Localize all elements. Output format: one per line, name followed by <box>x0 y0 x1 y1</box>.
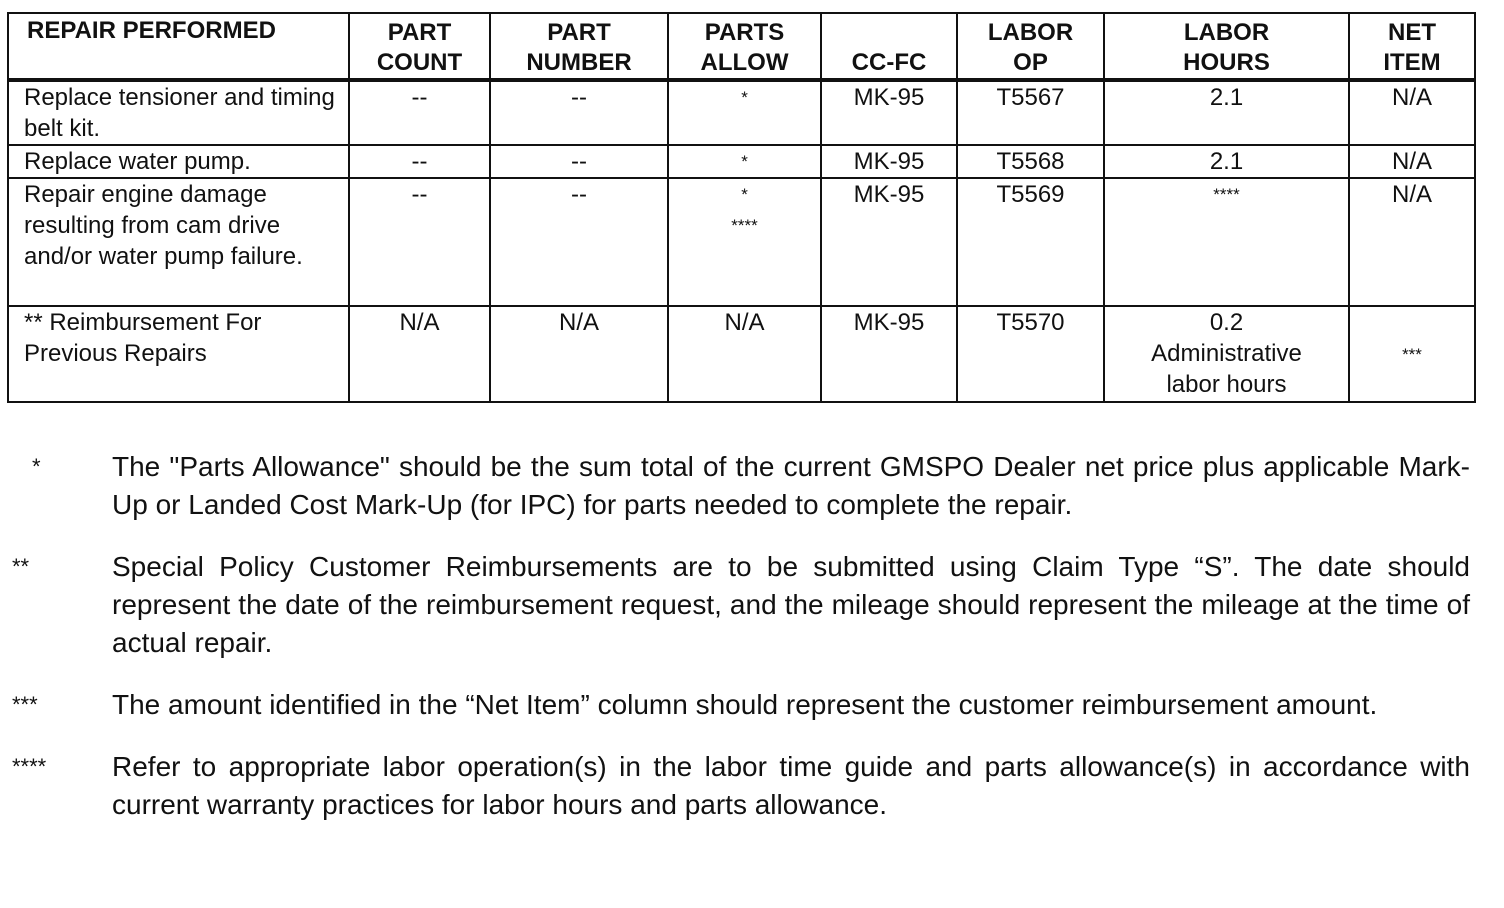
table-row <box>8 80 1475 145</box>
footnote-text: Refer to appropriate labor operation(s) in the labor time guide and parts allowance(s) in accordance with current warranty practices for labor hours and parts allowance. <box>112 751 1470 820</box>
header-labor-hours <box>1104 13 1349 80</box>
cell-part-number: -- <box>490 145 668 178</box>
footnote <box>0 448 1470 524</box>
header-parts-allow-line: PARTS <box>704 19 785 46</box>
header-parts-allow <box>668 13 821 80</box>
cell-cc-fc: MK-95 <box>821 306 957 402</box>
header-labor-hours-line: HOURS <box>1183 49 1270 76</box>
cell-labor-op: T5567 <box>957 80 1104 145</box>
table-row <box>8 306 1475 402</box>
cell-repair-performed: ** Reimbursement For Previous Repairs <box>8 306 349 402</box>
cell-net-item: N/A <box>1349 145 1475 178</box>
footnote-text: Special Policy Customer Reimbursements are to be submitted using Claim Type “S”. The date should represent the date of the reimbursement request, and the mileage should represent the mileage at the time of actual repair. <box>112 551 1470 658</box>
cell-labor-op: T5569 <box>957 178 1104 306</box>
cell-net-item: N/A <box>1349 80 1475 145</box>
cell-part-count: -- <box>349 145 490 178</box>
cell-labor-op: T5568 <box>957 145 1104 178</box>
parts-allow-line: **** <box>731 216 758 235</box>
table-row <box>8 178 1475 306</box>
labor-hours-line: 0.2 <box>1209 309 1244 336</box>
cell-cc-fc: MK-95 <box>821 145 957 178</box>
labor-hours-line: Administrative <box>1151 340 1302 367</box>
cell-labor-op: T5570 <box>957 306 1104 402</box>
cell-parts-allow: * <box>668 80 821 145</box>
cell-net-item: *** <box>1349 306 1475 402</box>
cell-parts-allow: * <box>668 145 821 178</box>
table-row <box>8 145 1475 178</box>
footnote-mark: **** <box>12 754 47 779</box>
footnote <box>0 686 1470 724</box>
footnotes <box>0 448 1470 848</box>
cell-parts-allow <box>668 178 821 306</box>
footnote-text: The "Parts Allowance" should be the sum total of the current GMSPO Dealer net price plus applicable Mark-Up or Landed Cost Mark-Up (for IPC) for parts needed to complete the repair. <box>112 451 1470 520</box>
cell-parts-allow: N/A <box>668 306 821 402</box>
cell-part-number: -- <box>490 178 668 306</box>
header-part-count-line: COUNT <box>376 49 463 76</box>
header-net-item <box>1349 13 1475 80</box>
cell-repair-performed: Replace tensioner and timing belt kit. <box>8 80 349 145</box>
header-net-item-line: NET <box>1388 19 1436 46</box>
cell-part-count: -- <box>349 80 490 145</box>
header-net-item-line: ITEM <box>1383 49 1441 76</box>
header-part-count-line: PART <box>387 19 452 46</box>
header-part-number-line: NUMBER <box>526 49 632 76</box>
header-labor-hours-line: LABOR <box>1183 19 1270 46</box>
cell-cc-fc: MK-95 <box>821 178 957 306</box>
header-part-number <box>490 13 668 80</box>
cell-repair-performed: Replace water pump. <box>8 145 349 178</box>
header-part-number-line: PART <box>547 19 611 46</box>
footnote-text: The amount identified in the “Net Item” column should represent the customer reimbursement amount. <box>112 689 1378 720</box>
header-labor-op-line: OP <box>1013 49 1048 76</box>
header-labor-op-line: LABOR <box>987 19 1074 46</box>
footnote-mark: *** <box>12 692 38 717</box>
header-part-count <box>349 13 490 80</box>
header-labor-op <box>957 13 1104 80</box>
header-cc-fc: CC-FC <box>821 13 957 80</box>
labor-hours-line: labor hours <box>1166 371 1287 398</box>
cell-labor-hours: 2.1 <box>1104 80 1349 145</box>
footnote-mark: * <box>32 454 41 479</box>
footnote <box>0 748 1470 824</box>
cell-cc-fc: MK-95 <box>821 80 957 145</box>
cell-part-count: -- <box>349 178 490 306</box>
header-row <box>8 13 1475 80</box>
footnote <box>0 548 1470 662</box>
repair-table <box>7 12 1476 403</box>
cell-part-count: N/A <box>349 306 490 402</box>
header-repair-performed: REPAIR PERFORMED <box>8 13 349 80</box>
cell-part-number: -- <box>490 80 668 145</box>
cell-labor-hours: **** <box>1104 178 1349 306</box>
footnote-mark: ** <box>12 554 30 579</box>
cell-repair-performed: Repair engine damage resulting from cam drive and/or water pump failure. <box>8 178 349 306</box>
cell-part-number: N/A <box>490 306 668 402</box>
header-parts-allow-line: ALLOW <box>700 49 789 76</box>
parts-allow-line: * <box>741 185 748 204</box>
cell-labor-hours <box>1104 306 1349 402</box>
cell-labor-hours: 2.1 <box>1104 145 1349 178</box>
cell-net-item: N/A <box>1349 178 1475 306</box>
